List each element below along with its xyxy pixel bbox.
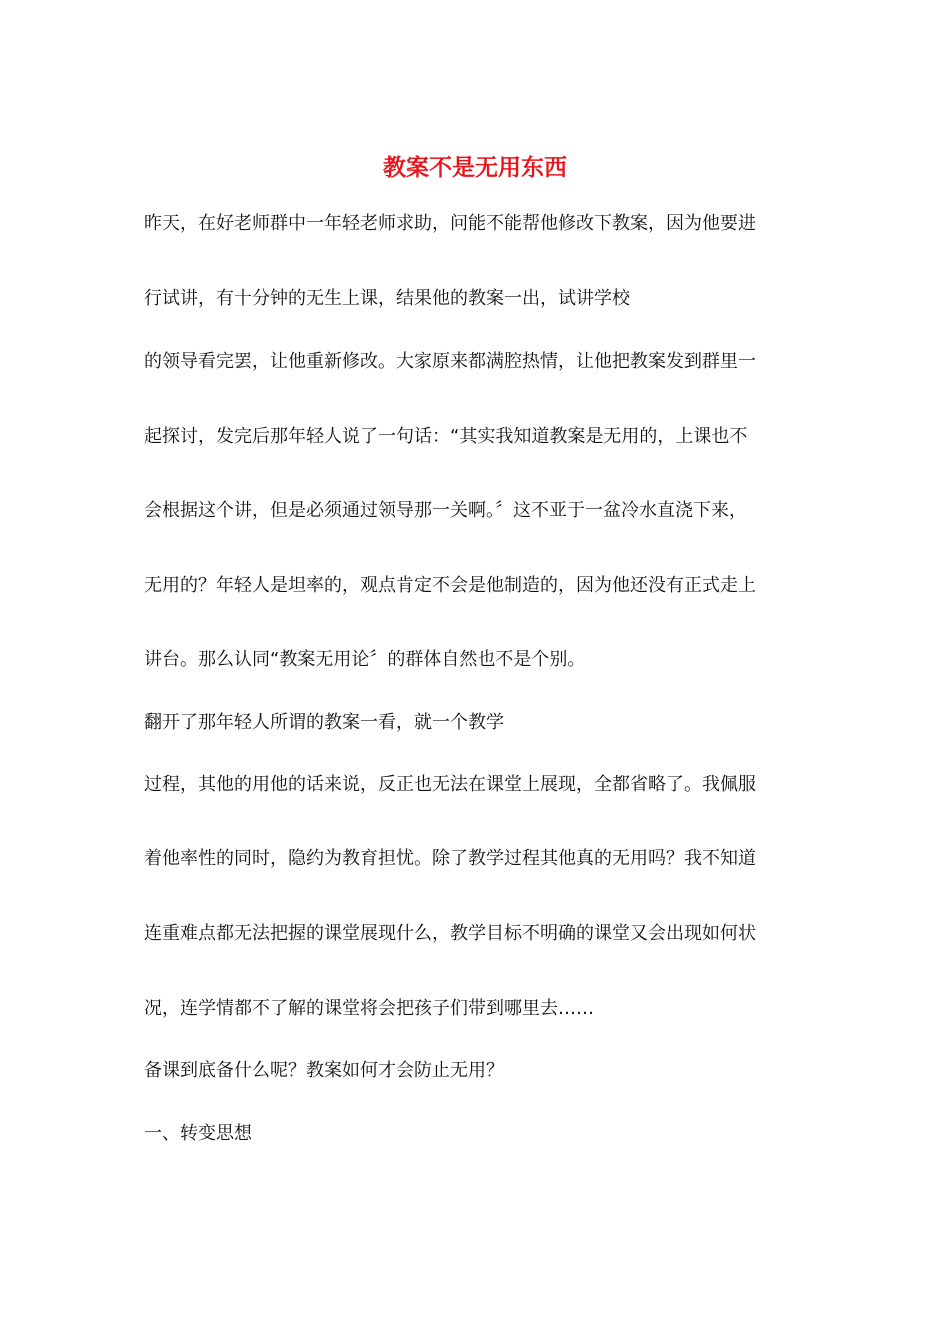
paragraph-line-10: 着他率性的同时，隐约为教育担忧。除了教学过程其他真的无用吗？我不知道 [144,848,756,869]
paragraph-line-13: 备课到底备什么呢？教案如何才会防止无用？ [144,1060,504,1081]
paragraph-line-7: 讲台。那么认同“教案无用论〞的群体自然也不是个别。 [144,649,586,670]
section-heading: 一、转变思想 [144,1123,252,1144]
paragraph-line-2: 行试讲，有十分钟的无生上课，结果他的教案一出，试讲学校 [144,288,630,309]
paragraph-line-1: 昨天，在好老师群中一年轻老师求助，问能不能帮他修改下教案，因为他要进 [144,213,756,234]
paragraph-line-11: 连重难点都无法把握的课堂展现什么，教学目标不明确的课堂又会出现如何状 [144,923,756,944]
paragraph-line-4: 起探讨，发完后那年轻人说了一句话：“其实我知道教案是无用的，上课也不 [144,426,748,447]
paragraph-line-5: 会根据这个讲，但是必须通过领导那一关啊。〞这不亚于一盆冷水直浇下来， [144,500,747,521]
paragraph-line-9: 过程，其他的用他的话来说，反正也无法在课堂上展现，全都省略了。我佩服 [144,774,756,795]
document-title: 教案不是无用东西 [383,155,567,181]
paragraph-line-12: 况，连学情都不了解的课堂将会把孩子们带到哪里去…… [144,998,594,1019]
paragraph-line-8: 翻开了那年轻人所谓的教案一看，就一个教学 [144,712,504,733]
paragraph-line-3: 的领导看完罢，让他重新修改。大家原来都满腔热情，让他把教案发到群里一 [144,351,756,372]
paragraph-line-6: 无用的？年轻人是坦率的，观点肯定不会是他制造的，因为他还没有正式走上 [144,575,756,596]
